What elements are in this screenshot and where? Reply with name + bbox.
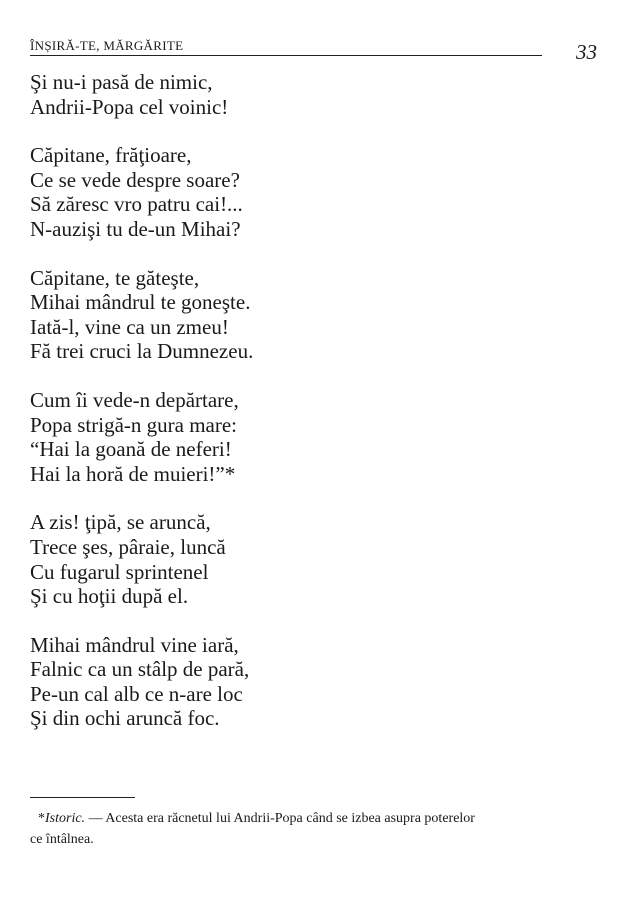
poem-line: Pe-un cal alb ce n-are loc	[30, 681, 243, 706]
poem-line: “Hai la goană de neferi!	[30, 437, 232, 462]
poem-line: Iată-l, vine ca un zmeu!	[30, 314, 229, 339]
poem-line: N-auzişi tu de-un Mihai?	[30, 216, 241, 241]
stanza-4	[30, 388, 610, 486]
stanza-6	[30, 633, 610, 731]
poem-line: Şi din ochi aruncă foc.	[30, 706, 220, 731]
page-number: 33	[576, 40, 597, 64]
poem-line: Andrii-Popa cel voinic!	[30, 94, 229, 119]
footnote-marker: *	[38, 811, 45, 826]
footnote-label: Istoric.	[45, 811, 86, 826]
poem-line: A zis! ţipă, se aruncă,	[30, 510, 211, 535]
header-rule	[30, 55, 542, 56]
footnote-rule	[30, 797, 135, 798]
poem-line: Şi nu-i pasă de nimic,	[30, 70, 213, 94]
poem-line: Mihai mândrul vine iară,	[30, 632, 239, 657]
poem-line: Căpitane, frăţioare,	[30, 143, 192, 168]
poem-line: Mihai mândrul te goneşte.	[30, 290, 251, 315]
poem-line: Să zăresc vro patru cai!...	[30, 192, 243, 217]
stanza-3	[30, 266, 610, 364]
footnote-text: — Acesta era răcnetul lui Andrii-Popa când se izbea asupra poterelor	[85, 811, 475, 826]
stanza-2	[30, 143, 610, 241]
stanza-5	[30, 510, 610, 608]
poem-line: Falnic ca un stâlp de pară,	[30, 657, 250, 682]
footnote-line-2: ce întâlnea.	[30, 832, 94, 847]
running-title: ÎNȘIRĂ-TE, MĂRGĂRITE	[30, 38, 184, 53]
poem	[30, 70, 610, 755]
poem-line: Ce se vede despre soare?	[30, 167, 240, 192]
stanza-1	[30, 70, 610, 119]
poem-line: Hai la horă de muieri!”*	[30, 461, 236, 486]
poem-line: Trece şes, pâraie, luncă	[30, 534, 226, 559]
poem-line: Căpitane, te găteşte,	[30, 265, 200, 290]
footnote	[30, 808, 600, 850]
poem-line: Şi cu hoţii după el.	[30, 584, 189, 609]
poem-line: Popa strigă-n gura mare:	[30, 412, 238, 437]
poem-line: Cum îi vede-n depărtare,	[30, 387, 239, 412]
poem-line: Fă trei cruci la Dumnezeu.	[30, 339, 254, 364]
poem-line: Cu fugarul sprintenel	[30, 559, 209, 584]
footnote-line-1	[30, 808, 600, 829]
